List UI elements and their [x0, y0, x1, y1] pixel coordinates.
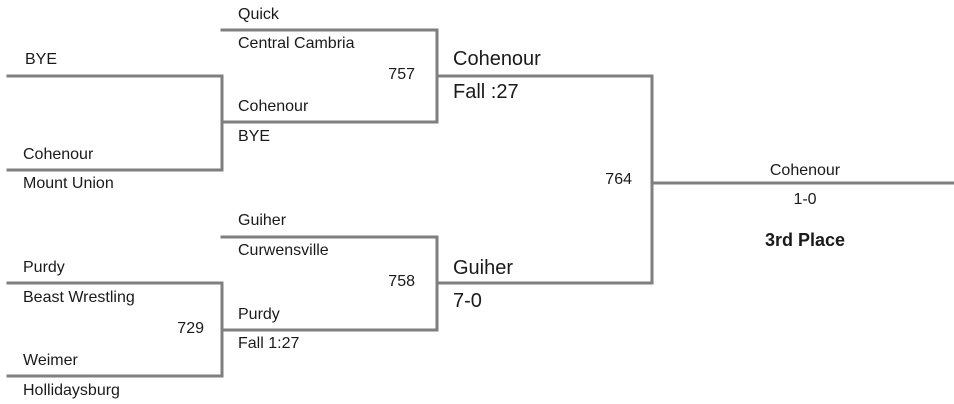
r1-top-wrestler: Cohenour [23, 146, 94, 163]
r2-bottom-wrestler2: Purdy [238, 306, 280, 323]
r2-top-team1: Central Cambria [238, 35, 355, 52]
final-winner: Cohenour [769, 162, 841, 179]
bracket-line-r1-top-upper [8, 76, 222, 98]
r2-top-bout-number: 757 [388, 66, 415, 83]
r2-bottom-wrestler1: Guiher [238, 212, 287, 229]
r1-top-team: Mount Union [23, 175, 114, 192]
semi-top-winner: Cohenour [453, 48, 541, 70]
semi-bottom-result: 7-0 [453, 290, 482, 312]
r1-bottom-wrestler1: Purdy [23, 259, 65, 276]
r1-bottom-team1: Beast Wrestling [23, 289, 135, 306]
r2-top-wrestler2: Cohenour [238, 98, 309, 115]
r1-top-bye: BYE [25, 51, 58, 68]
r2-bottom-team1: Curwensville [238, 242, 329, 259]
r1-bottom-bout-number: 729 [177, 320, 204, 337]
r2-bottom-bout-number: 758 [388, 273, 415, 290]
final-placement-label: 3rd Place [764, 230, 846, 250]
r2-top-wrestler1: Quick [238, 6, 279, 23]
r1-bottom-team2: Hollidaysburg [23, 382, 120, 399]
r1-bottom-wrestler2: Weimer [23, 352, 78, 369]
r2-top-result: BYE [238, 128, 271, 145]
semi-bottom-winner: Guiher [453, 257, 514, 279]
final-score: 1-0 [793, 191, 817, 208]
semi-top-result: Fall :27 [453, 81, 519, 103]
r2-bottom-result: Fall 1:27 [238, 335, 300, 352]
semi-bout-number: 764 [605, 171, 632, 188]
